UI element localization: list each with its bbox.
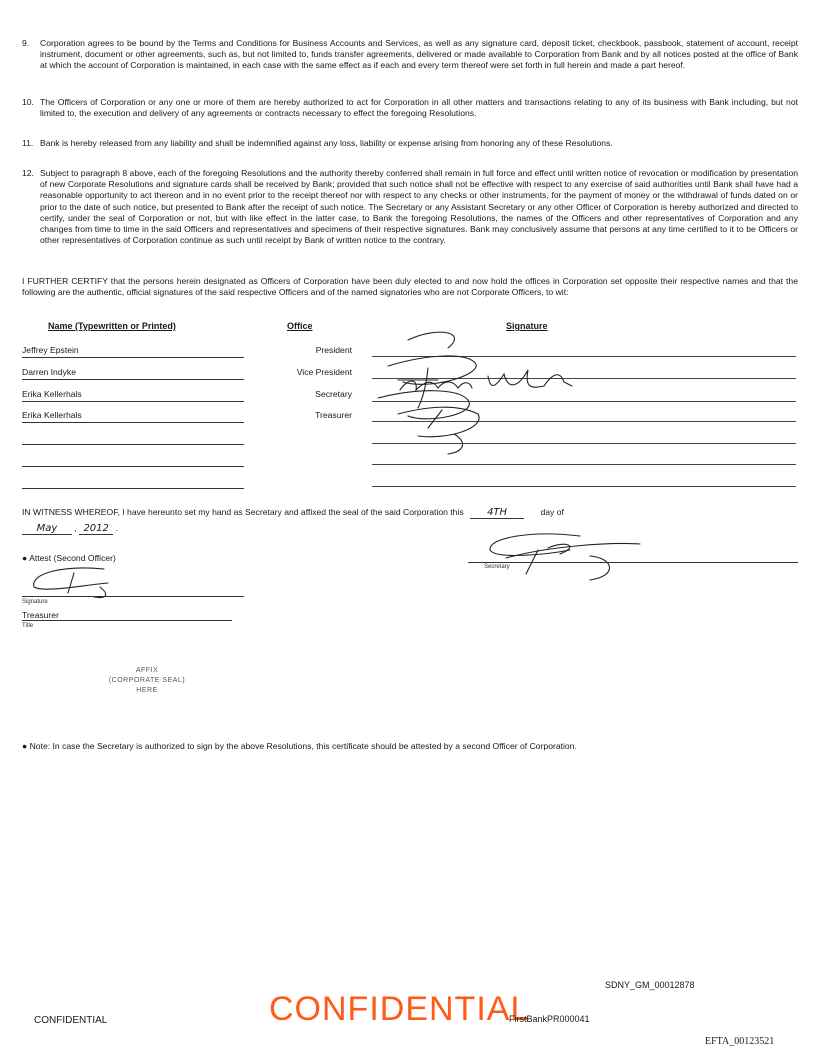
witness-day-of: day of — [540, 507, 564, 517]
header-name: Name (Typewritten or Printed) — [48, 321, 176, 331]
officer-signatures — [368, 328, 598, 458]
secretary-signature — [470, 528, 700, 582]
header-signature: Signature — [506, 321, 548, 331]
officer-name: Darren Indyke — [22, 367, 244, 380]
witness-month: May — [22, 523, 72, 535]
blank-name-line — [22, 432, 244, 445]
resolution-number: 10. — [22, 97, 34, 107]
footnote-text: Note: In case the Secretary is authorized to sign by the above Resolutions, this certificate should be attested by a second Officer of Corporation. — [29, 741, 577, 751]
secretary-signature-line — [468, 562, 798, 563]
signature-line — [372, 464, 796, 465]
seal-line-1: AFFIX — [135, 667, 159, 674]
resolution-11 — [22, 138, 798, 149]
seal-line-2: (CORPORATE SEAL) — [108, 677, 186, 684]
blank-name-line — [22, 454, 244, 467]
officer-office: President — [315, 345, 352, 355]
confidential-label: CONFIDENTIAL — [34, 1015, 108, 1026]
attest-signature-line — [22, 596, 244, 597]
confidential-stamp: CONFIDENTIAL — [269, 990, 531, 1028]
bates-bank: FirstBankPR000041 — [509, 1014, 590, 1024]
officer-office: Treasurer — [315, 410, 352, 420]
secretary-caption: Secretary — [484, 564, 510, 570]
signature-stroke — [488, 370, 572, 387]
signature-stroke — [378, 391, 469, 419]
resolution-text: Bank is hereby released from any liability and shall be indemnified against any loss, liability or expense arising from honoring any of these Resolutions. — [40, 138, 613, 148]
resolution-12 — [22, 168, 798, 246]
certify-text: I FURTHER CERTIFY that the persons herein designated as Officers of Corporation have been duly elected to and now hold the offices in Corporation set opposite their respective names and that the following are the authentic, official signatures of the said respective Officers and of the named signatories who are not Corporate Officers, to wit: — [22, 276, 798, 298]
attest-label — [22, 553, 116, 563]
resolution-text: Subject to paragraph 8 above, each of the foregoing Resolutions and the authority thereby conferred shall remain in full force and effect until written notice of revocation or modification by presentation of new Corporate Resolutions and signature cards shall be received by Bank; provided that such notice shall not be effective with respect to any exercise of said authorities until Bank shall have had a reasonable opportunity to act thereon and in no event prior to the receipt thereof nor with respect to any checks or other instruments, for the payment of money or the withdrawal of funds dated on or prior to the date of such notice, but presented to Bank after the receipt of such notice. The Secretary or any Assistant Secretary or any other Officer of Corporation is hereby authorized and directed to certify, under the seal of Corporation or not, but with like effect in the latter case, to Bank the foregoing Resolutions, the names of the Officers and other representatives of Corporation and any changes from time to time in the said Officers and representatives and specimens of their respective signatures. Bank may conclusively assume that persons at any time certified to it to be Officers or other representatives of Corporation continue as such until receipt by Bank of written notice to the contrary. — [40, 168, 798, 246]
attest-signature — [24, 563, 134, 599]
attest-label-text: Attest (Second Officer) — [29, 553, 116, 563]
signature-stroke — [590, 556, 610, 580]
officer-name: Erika Kellerhals — [22, 410, 244, 423]
resolution-number: 12. — [22, 168, 34, 178]
witness-statement: IN WITNESS WHEREOF, I have hereunto set my hand as Secretary and affixed the seal of the said Corporation this 4TH day of May , 2012 . — [22, 507, 564, 534]
footnote — [22, 741, 798, 752]
witness-period: . — [115, 523, 118, 533]
signature-stroke — [408, 332, 454, 348]
bullet-icon: ● — [22, 553, 28, 563]
resolution-text: Corporation agrees to be bound by the Terms and Conditions for Business Accounts and Services, as well as any signature card, deposit ticket, checkbook, passbook, statement of account, receipt instrument, document or other agreements, such as, but not limited to, funds transfer agreements, delivered or made available to Corporation from Bank and by all notices posted at the office of Bank at which the account of Corporation is maintained, in each case with the same effect as if each and every term thereof were set forth in full herein and made a part hereof. — [40, 38, 798, 71]
witness-text: IN WITNESS WHEREOF, I have hereunto set my hand as Secretary and affixed the seal of the said Corporation this — [22, 507, 464, 517]
bates-sdny: SDNY_GM_00012878 — [605, 980, 695, 990]
certify-paragraph — [22, 276, 798, 298]
header-office: Office — [287, 321, 313, 331]
signature-stroke — [34, 568, 108, 589]
officer-name: Jeffrey Epstein — [22, 345, 244, 358]
seal-line-3: HERE — [136, 687, 158, 694]
officer-office: Secretary — [315, 389, 352, 399]
bullet-icon: ● — [22, 741, 28, 751]
signature-stroke — [418, 368, 428, 408]
signature-stroke — [68, 573, 74, 593]
resolution-9 — [22, 38, 798, 72]
resolution-number: 9. — [22, 38, 30, 48]
signature-stroke — [400, 381, 472, 390]
resolution-text: The Officers of Corporation or any one or more of them are hereby authorized to act for Corporation in all other matters and transactions relating to any of its business with Bank including, but not limited to, the execution and delivery of any agreements or contracts necessary to effect the foregoing Resolutions. — [40, 97, 798, 119]
blank-name-line — [22, 476, 244, 489]
title-caption: Title — [22, 623, 34, 629]
signature-stroke — [398, 407, 479, 437]
resolution-number: 11. — [22, 138, 34, 148]
officer-name: Erika Kellerhals — [22, 389, 244, 402]
bates-efta: EFTA_00123521 — [705, 1036, 775, 1047]
witness-day: 4TH — [470, 507, 524, 519]
signature-caption: Signature — [22, 599, 48, 605]
witness-year: 2012 — [79, 523, 113, 535]
signature-stroke — [506, 544, 640, 558]
signature-line — [372, 486, 796, 487]
resolution-10 — [22, 97, 798, 119]
attest-title: Treasurer — [22, 610, 232, 621]
officer-office: Vice President — [296, 367, 352, 377]
corporate-seal-placeholder — [92, 666, 202, 696]
signature-stroke — [448, 434, 463, 454]
